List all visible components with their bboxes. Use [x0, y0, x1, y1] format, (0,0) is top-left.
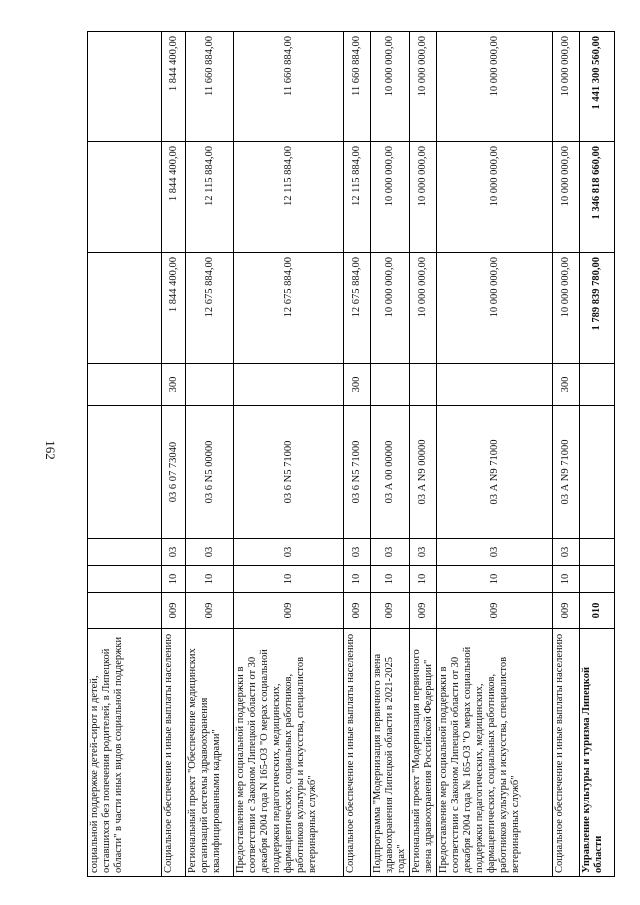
row-name: Управление культуры и туризма Липецкой области: [580, 629, 615, 877]
table-row: [437, 32, 553, 877]
row-target-item: 03 А N9 71000: [437, 406, 553, 539]
row-section: 10: [437, 566, 553, 593]
row-section: 10: [162, 566, 186, 593]
row-amount-2: 12 115 884,00: [234, 142, 344, 253]
table-row: [410, 32, 437, 877]
row-gr: 009: [437, 593, 553, 629]
page-number: 162: [43, 440, 58, 460]
row-expense-type: [234, 364, 344, 406]
row-amount-1: 10 000 000,00: [437, 253, 553, 364]
row-target-item: 03 А N9 71000: [553, 406, 580, 539]
row-amount-3: 11 660 884,00: [186, 32, 234, 142]
row-expense-type: [580, 364, 615, 406]
row-gr: 009: [371, 593, 410, 629]
row-subsection: 03: [410, 539, 437, 566]
table-row: [580, 32, 615, 877]
row-target-item: 03 А 00 00000: [371, 406, 410, 539]
row-amount-3: 11 660 884,00: [234, 32, 344, 142]
row-expense-type: [88, 364, 162, 406]
row-amount-2: 1 844 400,00: [162, 142, 186, 253]
row-amount-2: 10 000 000,00: [437, 142, 553, 253]
row-amount-1: 1 844 400,00: [162, 253, 186, 364]
row-target-item: 03 6 N5 00000: [186, 406, 234, 539]
row-amount-2: 12 115 884,00: [186, 142, 234, 253]
row-subsection: [580, 539, 615, 566]
row-amount-3: 10 000 000,00: [553, 32, 580, 142]
row-amount-3: 1 844 400,00: [162, 32, 186, 142]
row-amount-3: 11 660 884,00: [344, 32, 371, 142]
table-row: [88, 32, 162, 877]
row-expense-type: [410, 364, 437, 406]
row-section: 10: [234, 566, 344, 593]
row-subsection: 03: [162, 539, 186, 566]
row-subsection: 03: [553, 539, 580, 566]
row-subsection: 03: [186, 539, 234, 566]
row-gr: [88, 593, 162, 629]
row-name: Региональный проект "Обеспечение медицинских организаций системы здравоохранения квалифицированными кадрами": [186, 629, 234, 877]
row-amount-3: 1 441 300 560,00: [580, 32, 615, 142]
row-amount-2: 1 346 818 660,00: [580, 142, 615, 253]
rotated-page-content: [87, 32, 604, 877]
row-gr: 009: [234, 593, 344, 629]
row-amount-3: 10 000 000,00: [437, 32, 553, 142]
row-name: социальной поддержке детей-сирот и детей, оставшихся без попечения родителей, в Липецкой области" в части иных видов социальной поддержки: [88, 629, 162, 877]
row-target-item: 03 6 N5 71000: [344, 406, 371, 539]
row-name: Предоставление мер социальной поддержки в соответствии с Законом Липецкой области от 30 декабря 2004 года № 165-ОЗ "О мерах социальной поддержки педагогических, медицинских, фармацевтических, социальных работников, работников культуры и искусства, специалистов ветеринарных служб": [437, 629, 553, 877]
row-gr: 009: [186, 593, 234, 629]
row-section: 10: [371, 566, 410, 593]
row-name: Предоставление мер социальной поддержки в соответствии с Законом Липецкой области от 30 декабря 2004 года N 165-ОЗ "О мерах социальной поддержки педагогических, медицинских, фармацевтических, социальных работников, работников культуры и искусства, специалистов ветеринарных служб": [234, 629, 344, 877]
table-row: [553, 32, 580, 877]
table-row: [162, 32, 186, 877]
row-name: Социальное обеспечение и иные выплаты населению: [344, 629, 371, 877]
row-expense-type: [437, 364, 553, 406]
row-target-item: 03 6 07 73040: [162, 406, 186, 539]
table-row: [344, 32, 371, 877]
row-amount-2: 10 000 000,00: [371, 142, 410, 253]
row-amount-3: [88, 32, 162, 142]
row-gr: 009: [344, 593, 371, 629]
row-expense-type: 300: [162, 364, 186, 406]
row-amount-2: 10 000 000,00: [410, 142, 437, 253]
row-section: [88, 566, 162, 593]
row-expense-type: [371, 364, 410, 406]
row-amount-3: 10 000 000,00: [371, 32, 410, 142]
row-expense-type: 300: [553, 364, 580, 406]
budget-table: [87, 31, 615, 877]
row-amount-1: 1 789 839 780,00: [580, 253, 615, 364]
row-expense-type: 300: [344, 364, 371, 406]
row-amount-1: 12 675 884,00: [234, 253, 344, 364]
row-target-item: [88, 406, 162, 539]
row-amount-2: 10 000 000,00: [553, 142, 580, 253]
row-gr: 009: [410, 593, 437, 629]
row-amount-1: 10 000 000,00: [410, 253, 437, 364]
row-amount-2: 12 115 884,00: [344, 142, 371, 253]
row-target-item: 03 6 N5 71000: [234, 406, 344, 539]
table-row: [234, 32, 344, 877]
row-target-item: [580, 406, 615, 539]
row-section: 10: [553, 566, 580, 593]
row-section: 10: [410, 566, 437, 593]
row-subsection: 03: [344, 539, 371, 566]
table-row: [371, 32, 410, 877]
row-gr: 009: [553, 593, 580, 629]
row-amount-1: 12 675 884,00: [344, 253, 371, 364]
row-section: 10: [344, 566, 371, 593]
row-name: Социальное обеспечение и иные выплаты населению: [553, 629, 580, 877]
row-name: Региональный проект "Модернизация первичного звена здравоохранения Российской Федерации": [410, 629, 437, 877]
row-subsection: [88, 539, 162, 566]
row-amount-1: [88, 253, 162, 364]
row-gr: 009: [162, 593, 186, 629]
table-row: [186, 32, 234, 877]
row-subsection: 03: [371, 539, 410, 566]
row-amount-2: [88, 142, 162, 253]
row-section: [580, 566, 615, 593]
row-name: Социальное обеспечение и иные выплаты населению: [162, 629, 186, 877]
row-subsection: 03: [437, 539, 553, 566]
row-amount-3: 10 000 000,00: [410, 32, 437, 142]
row-expense-type: [186, 364, 234, 406]
row-name: Подпрограмма "Модернизация первичного звена здравоохранения Липецкой области в 2021-2025 годах": [371, 629, 410, 877]
row-target-item: 03 А N9 00000: [410, 406, 437, 539]
row-amount-1: 10 000 000,00: [371, 253, 410, 364]
row-subsection: 03: [234, 539, 344, 566]
row-amount-1: 10 000 000,00: [553, 253, 580, 364]
row-gr: 010: [580, 593, 615, 629]
row-amount-1: 12 675 884,00: [186, 253, 234, 364]
row-section: 10: [186, 566, 234, 593]
